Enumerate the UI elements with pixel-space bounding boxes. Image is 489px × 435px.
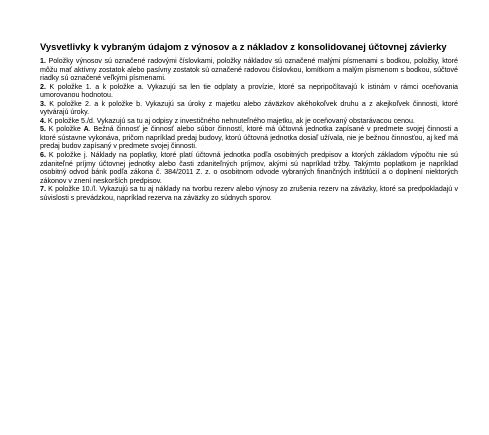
- note-item-5: [40, 125, 458, 151]
- note-number: 1.: [40, 57, 46, 65]
- note-number: 5.: [40, 125, 46, 134]
- note-item-4: [40, 117, 458, 126]
- note-item-7: [40, 185, 458, 202]
- note-text: K položke j. Náklady na poplatky, ktoré platí účtovná jednotka podľa osobitných predpisov a ktorých základom výpočtu nie sú zdaniteľné príjmy účtovnej jednotky alebo časti zdaniteľných príjmov, akými sú napríklad tržby. Takýmto poplatkom je napríklad osobitný odvod bánk podľa zákona č. 384/2011 Z. z. o osobitnom odvode vybraných finančných inštitúcií a o doplnení niektorých zákonov v znení neskorších predpisov.: [40, 151, 458, 185]
- note-item-6: [40, 151, 458, 185]
- note-number: 2.: [40, 82, 46, 91]
- note-number: 4.: [40, 116, 46, 125]
- note-text-after: . Bežná činnosť je činnosť alebo súbor činností, ktoré má účtovná jednotka zapísané v predmete svojej činnosti a ktoré sústavne vykonáva, pričom napríklad predaj budovy, ktorú účtovná jednotka dosiaľ užívala, nie je bežnou činnosťou, aj keď má predaj budov zapísaný v predmete svojej činnosti.: [40, 125, 458, 151]
- note-number: 6.: [40, 151, 46, 160]
- notes-list: [40, 57, 458, 202]
- note-text: K položke 2. a k položke b. Vykazujú sa úroky z majetku alebo záväzkov akéhokoľvek druhu a z akejkoľvek činnosti, ktoré vytvárajú úroky.: [40, 99, 458, 117]
- note-item-1: [40, 57, 458, 83]
- note-number: 3.: [40, 99, 46, 108]
- note-text: Položky výnosov sú označené radovými číslovkami, položky nákladov sú označené malými písmenami s bodkou, položky, ktoré môžu mať aktívny zostatok alebo pasívny zostatok sú označené radovou číslovkou, lomítkom a malým písmenom s bodkou, súčtové riadky sú označené veľkými písmenami.: [40, 57, 458, 83]
- note-bold-letter: A: [83, 125, 89, 134]
- note-text: K položke 10./l. Vykazujú sa tu aj náklady na tvorbu rezerv alebo výnosy zo zrušenia rezerv na záväzky, ktoré sa predpokladajú v súvislosti s prevádzkou, napríklad rezerva na záväzky zo súdnych sporov.: [40, 185, 458, 202]
- note-text: K položke 5./d. Vykazujú sa tu aj odpisy z investičného nehnuteľného majetku, ak je oceňovaný obstarávacou cenou.: [47, 116, 415, 125]
- note-text-before: K položke: [48, 125, 84, 134]
- note-item-2: [40, 83, 458, 100]
- note-item-3: [40, 100, 458, 117]
- note-number: 7.: [40, 185, 46, 194]
- note-text: K položke 1. a k položke a. Vykazujú sa len tie odplaty a provízie, ktoré sa nepripočítavajú k istinám v rámci oceňovania umorovanou hodnotou.: [40, 82, 458, 100]
- document-title: Vysvetlivky k vybraným údajom z výnosov a z nákladov z konsolidovanej účtovnej závierky: [40, 41, 447, 52]
